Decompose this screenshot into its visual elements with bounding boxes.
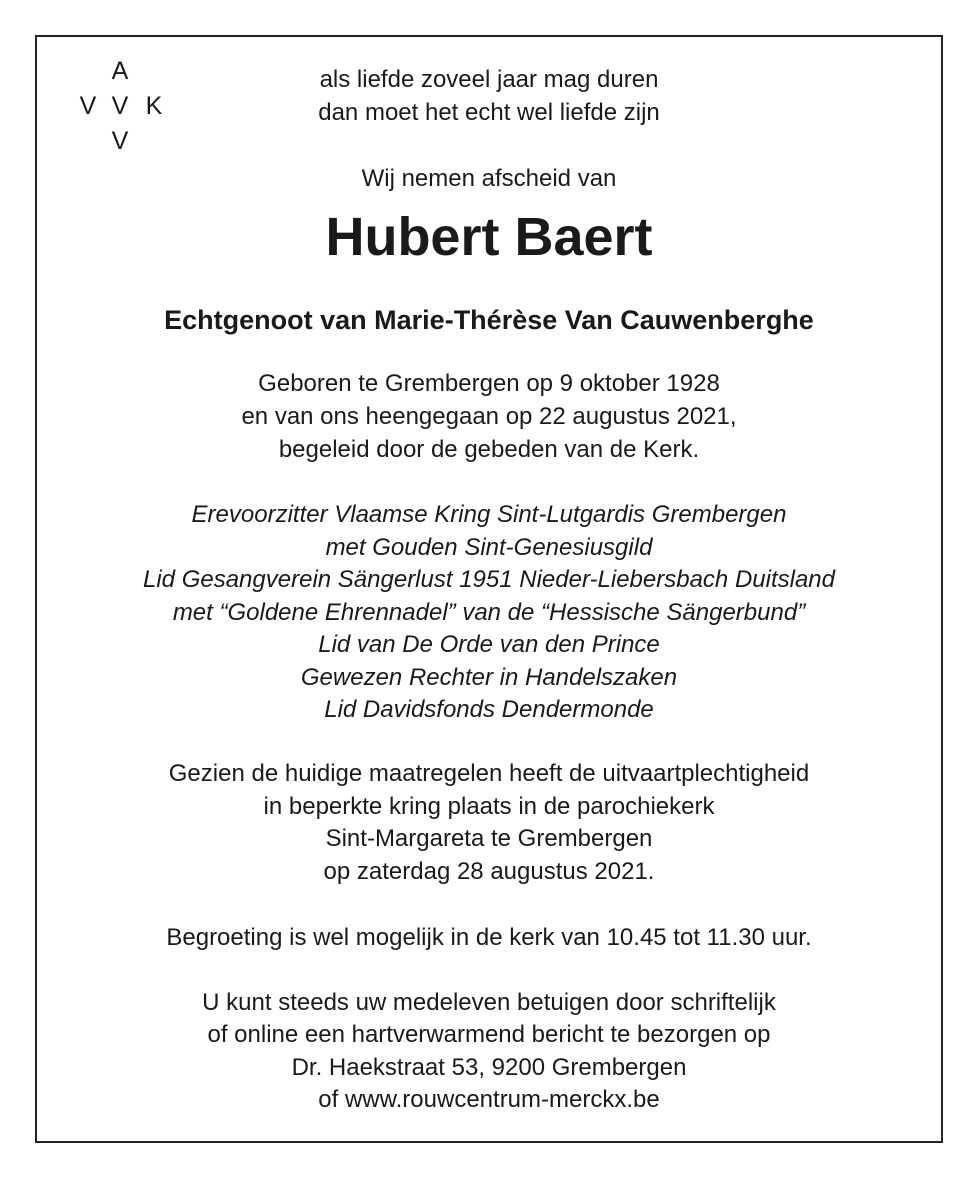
monogram-letter-k: K [145,92,163,120]
motto-line: dan moet het echt wel liefde zijn [318,99,660,126]
honor-line: met “Goldene Ehrennadel” van de “Hessische Sängerbund” [172,599,806,626]
monogram-letter-v1: V [79,92,97,120]
birth-death-line: begeleid door de gebeden van de Kerk. [278,436,700,463]
honor-line: Gewezen Rechter in Handelszaken [300,664,678,691]
condolence-line: U kunt steeds uw medeleven betuigen door schriftelijk [202,989,776,1016]
greeting-line: Begroeting is wel mogelijk in de kerk van 10.45 tot 11.30 uur. [166,924,812,951]
birth-death-line: en van ons heengegaan op 22 augustus 2021, [241,403,737,430]
intro-text: Wij nemen afscheid van [361,165,617,192]
honor-line: met Gouden Sint-Genesiusgild [325,534,653,561]
monogram-letter-v2: V [111,92,129,120]
ceremony-line: Sint-Margareta te Grembergen [325,825,653,852]
motto-line: als liefde zoveel jaar mag duren [319,66,659,93]
deceased-name: Hubert Baert [325,207,653,267]
condolence-website: of www.rouwcentrum-merckx.be [318,1086,660,1113]
ceremony-line: op zaterdag 28 augustus 2021. [323,858,655,885]
monogram-letter-v3: V [111,127,129,155]
birth-death-line: Geboren te Grembergen op 9 oktober 1928 [258,370,720,397]
honor-line: Lid van De Orde van den Prince [318,631,660,658]
honor-line: Erevoorzitter Vlaamse Kring Sint-Lutgardis Grembergen [191,501,787,528]
spouse-line: Echtgenoot van Marie-Thérèse Van Cauwenberghe [164,305,814,335]
monogram-letter-a: A [111,57,129,85]
condolence-line: Dr. Haekstraat 53, 9200 Grembergen [291,1054,687,1081]
ceremony-line: in beperkte kring plaats in de parochiekerk [263,793,715,820]
condolence-line: of online een hartverwarmend bericht te bezorgen op [207,1021,771,1048]
ceremony-line: Gezien de huidige maatregelen heeft de uitvaartplechtigheid [168,760,810,787]
honor-line: Lid Davidsfonds Dendermonde [324,696,654,723]
honor-line: Lid Gesangverein Sängerlust 1951 Nieder-Liebersbach Duitsland [143,566,835,593]
